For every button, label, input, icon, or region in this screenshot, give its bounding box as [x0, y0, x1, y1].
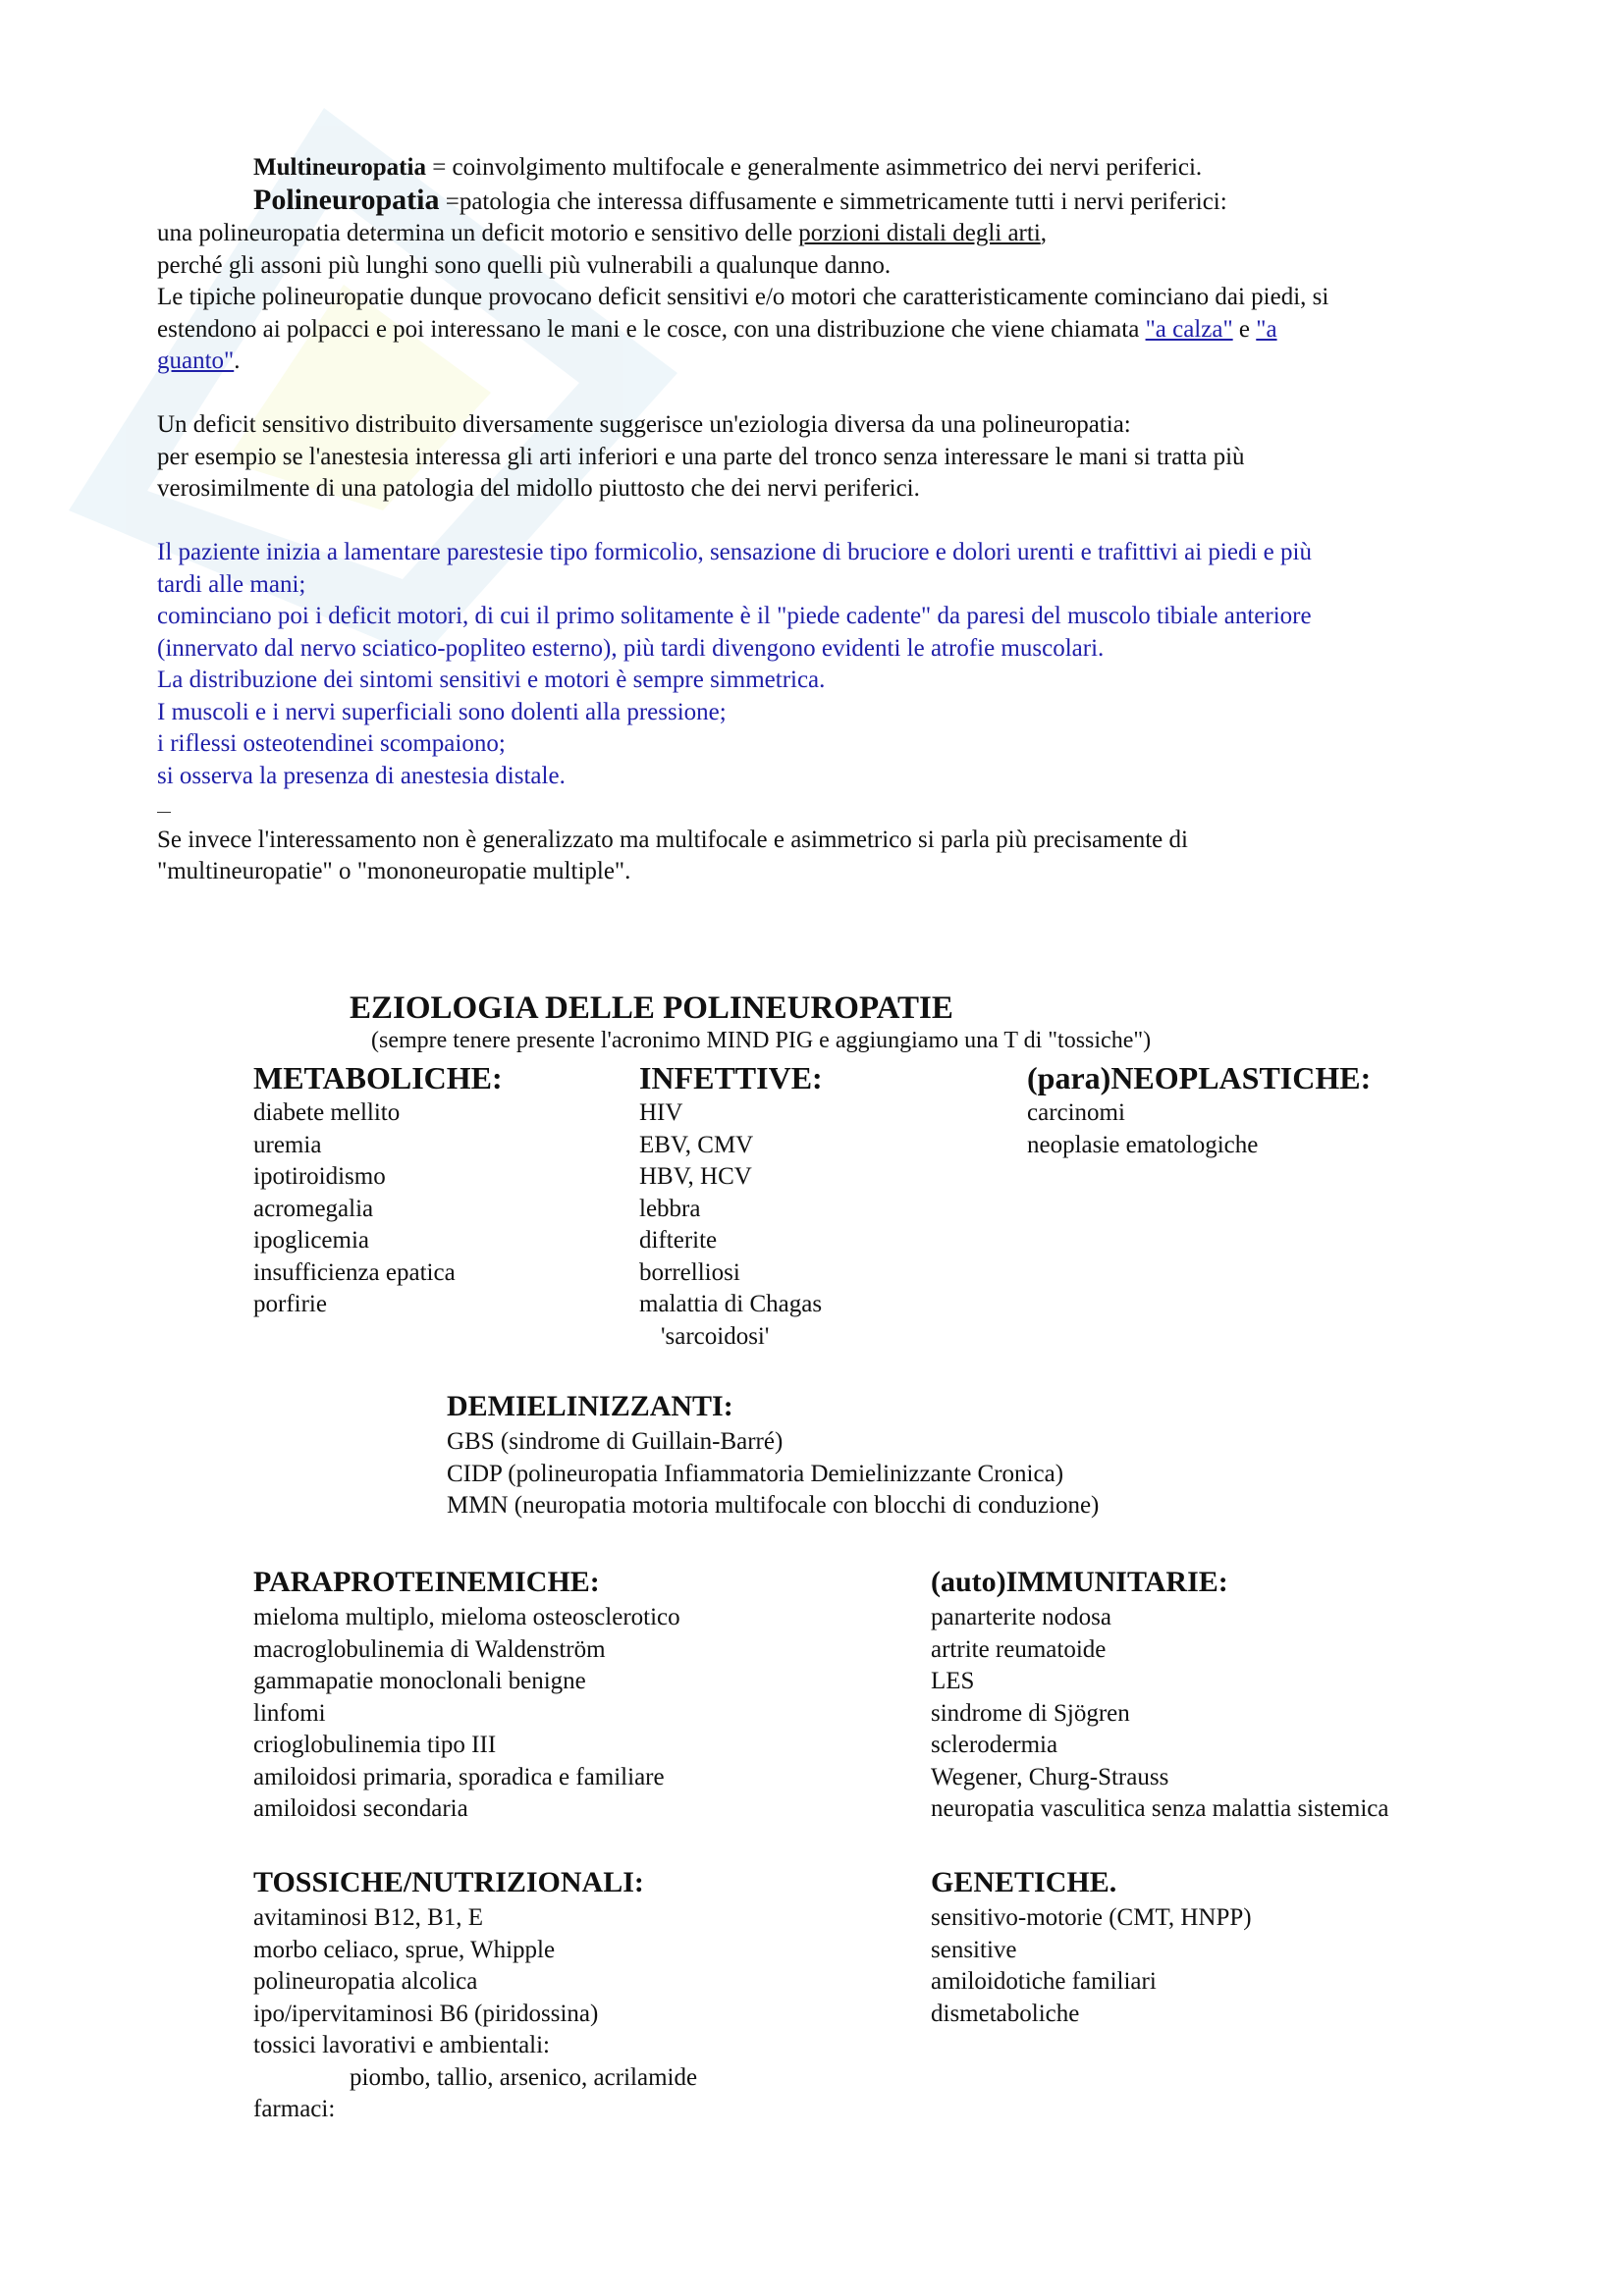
list-item: sensitivo-motorie (CMT, HNPP): [931, 1904, 1252, 1931]
intro-line: [157, 314, 1492, 347]
list-item: GBS (sindrome di Guillain-Barré): [447, 1428, 784, 1455]
list-item: amiloidotiche familiari: [931, 1968, 1157, 1995]
list-item: avitaminosi B12, B1, E: [253, 1904, 484, 1931]
category-heading: (para)NEOPLASTICHE:: [1027, 1060, 1372, 1095]
list-item: amiloidosi primaria, sporadica e familiare: [253, 1763, 665, 1790]
intro-line: [157, 218, 1492, 250]
list-item: EBV, CMV: [639, 1131, 754, 1158]
etiology-subtitle: (sempre tenere presente l'acronimo MIND PIG e aggiungiamo una T di "tossiche"): [371, 1028, 1152, 1053]
list-item: diabete mellito: [253, 1099, 401, 1126]
list-sub-item: piombo, tallio, arsenico, acrilamide: [350, 2063, 698, 2091]
category-immunitarie: [931, 1563, 1388, 1826]
list-sub-item: 'sarcoidosi': [661, 1322, 770, 1350]
list-item: morbo celiaco, sprue, Whipple: [253, 1936, 556, 1963]
intro-line-text: estendono ai polpacci e poi interessano le mani e le cosce, con una distribuzione che viene chiamata: [157, 315, 1146, 343]
etiology-title: EZIOLOGIA DELLE POLINEUROPATIE: [350, 990, 953, 1026]
a-calza-link[interactable]: "a calza": [1145, 315, 1233, 343]
list-item: ipoglicemia: [253, 1227, 370, 1254]
list-item: carcinomi: [1027, 1099, 1125, 1126]
category-heading: GENETICHE.: [931, 1866, 1117, 1898]
list-item: insufficienza epatica: [253, 1258, 456, 1286]
intro-line-text: ,: [1040, 220, 1048, 246]
polineuropatia-term: Polineuropatia: [253, 183, 440, 216]
list-item: crioglobulinemia tipo III: [253, 1732, 497, 1758]
a-guanto-link-part2[interactable]: guanto": [157, 347, 235, 374]
intro-section: [157, 152, 1492, 888]
intro-line-text: .: [234, 347, 241, 374]
list-item: acromegalia: [253, 1195, 374, 1222]
category-heading: INFETTIVE:: [639, 1060, 823, 1095]
a-guanto-link-part1[interactable]: "a: [1256, 315, 1277, 343]
category-heading: PARAPROTEINEMICHE:: [253, 1566, 600, 1598]
category-metaboliche: [253, 1058, 503, 1321]
intro-line: Le tipiche polineuropatie dunque provocano deficit sensitivi e/o motori che caratteristicamente cominciano dai piedi, si: [157, 284, 1329, 310]
category-tossiche-nutrizionali: [253, 1863, 697, 2126]
category-paraproteinemiche: [253, 1563, 680, 1826]
para2-line: verosimilmente di una patologia del midollo piuttosto che dei nervi periferici.: [157, 475, 920, 502]
symptoms-line: I muscoli e i nervi superficiali sono dolenti alla pressione;: [157, 698, 727, 725]
list-item: difterite: [639, 1227, 718, 1254]
para4-line: "multineuropatie" o "mononeuropatie multiple".: [157, 858, 631, 884]
list-item: ipo/ipervitaminosi B6 (piridossina): [253, 2000, 599, 2027]
list-item: linfomi: [253, 1699, 326, 1727]
list-item: farmaci:: [253, 2096, 336, 2122]
symptoms-line: cominciano poi i deficit motori, di cui il primo solitamente è il "piede cadente" da paresi del muscolo tibiale anteriore: [157, 603, 1312, 629]
list-item: ipotiroidismo: [253, 1163, 386, 1190]
intro-line-text: e: [1232, 315, 1257, 343]
list-item: HBV, HCV: [639, 1163, 752, 1190]
category-heading: DEMIELINIZZANTI:: [447, 1390, 733, 1422]
list-item: MMN (neuropatia motoria multifocale con blocchi di conduzione): [447, 1492, 1100, 1519]
list-item: CIDP (polineuropatia Infiammatoria Demielinizzante Cronica): [447, 1460, 1064, 1487]
polineuropatia-text: =patologia che interessa diffusamente e simmetricamente tutti i nervi periferici:: [439, 187, 1227, 215]
list-item: sindrome di Sjögren: [931, 1699, 1130, 1727]
list-item: uremia: [253, 1131, 322, 1158]
list-item: tossici lavorativi e ambientali:: [253, 2032, 551, 2058]
symptoms-line: tardi alle mani;: [157, 570, 306, 598]
list-item: LES: [931, 1668, 975, 1694]
intro-line-text: una polineuropatia determina un deficit motorio e sensitivo delle: [157, 220, 799, 246]
symptoms-line: Il paziente inizia a lamentare parestesie tipo formicolio, sensazione di bruciore e dolori urenti e trafittivi ai piedi e più: [157, 539, 1312, 565]
symptoms-line: i riflessi osteotendinei scompaiono;: [157, 730, 506, 757]
list-item: gammapatie monoclonali benigne: [253, 1668, 586, 1694]
category-neoplastiche: [1027, 1058, 1371, 1161]
list-item: dismetaboliche: [931, 2000, 1080, 2027]
list-item: mieloma multiplo, mieloma osteosclerotico: [253, 1604, 680, 1630]
list-item: lebbra: [639, 1195, 701, 1222]
para2-line: per esempio se l'anestesia interessa gli arti inferiori e una parte del tronco senza interessare le mani si tratta più: [157, 443, 1245, 470]
list-item: polineuropatia alcolica: [253, 1968, 478, 1995]
para2-line: Un deficit sensitivo distribuito diversamente suggerisce un'eziologia diversa da una polineuropatia:: [157, 411, 1131, 438]
category-heading: METABOLICHE:: [253, 1060, 503, 1095]
separator: [157, 792, 1492, 825]
category-heading: TOSSICHE/NUTRIZIONALI:: [253, 1866, 644, 1898]
list-item: sclerodermia: [931, 1732, 1058, 1758]
underlined-phrase: porzioni distali degli arti: [798, 220, 1041, 246]
intro-line: [157, 346, 1492, 378]
multineuropatia-definition: [157, 152, 1492, 185]
list-item: porfirie: [253, 1291, 327, 1317]
category-genetiche: [931, 1863, 1252, 2030]
category-infettive: [639, 1058, 823, 1353]
intro-line: perché gli assoni più lunghi sono quelli più vulnerabili a qualunque danno.: [157, 251, 892, 279]
list-item: Wegener, Churg-Strauss: [931, 1763, 1169, 1790]
list-item: borrelliosi: [639, 1258, 740, 1286]
category-demielinizzanti: [447, 1387, 1099, 1522]
list-item: panarterite nodosa: [931, 1604, 1111, 1630]
list-item: neoplasie ematologiche: [1027, 1131, 1259, 1158]
symptoms-line: si osserva la presenza di anestesia distale.: [157, 762, 566, 789]
multineuropatia-term: Multineuropatia: [253, 154, 426, 181]
symptoms-line: La distribuzione dei sintomi sensitivi e motori è sempre simmetrica.: [157, 667, 826, 693]
para4-line: Se invece l'interessamento non è generalizzato ma multifocale e asimmetrico si parla più precisamente di: [157, 826, 1188, 853]
list-item: malattia di Chagas: [639, 1291, 823, 1317]
list-item: artrite reumatoide: [931, 1635, 1107, 1663]
list-item: sensitive: [931, 1936, 1017, 1963]
list-item: HIV: [639, 1099, 683, 1126]
multineuropatia-text: = coinvolgimento multifocale e generalmente asimmetrico dei nervi periferici.: [425, 154, 1203, 181]
symptoms-line: (innervato dal nervo sciatico-popliteo esterno), più tardi divengono evidenti le atrofie muscolari.: [157, 634, 1105, 662]
polineuropatia-definition: [157, 185, 1492, 219]
list-item: macroglobulinemia di Waldenström: [253, 1635, 606, 1663]
list-item: neuropatia vasculitica senza malattia sistemica: [931, 1795, 1389, 1822]
list-item: amiloidosi secondaria: [253, 1795, 468, 1822]
category-heading: (auto)IMMUNITARIE:: [931, 1566, 1228, 1598]
